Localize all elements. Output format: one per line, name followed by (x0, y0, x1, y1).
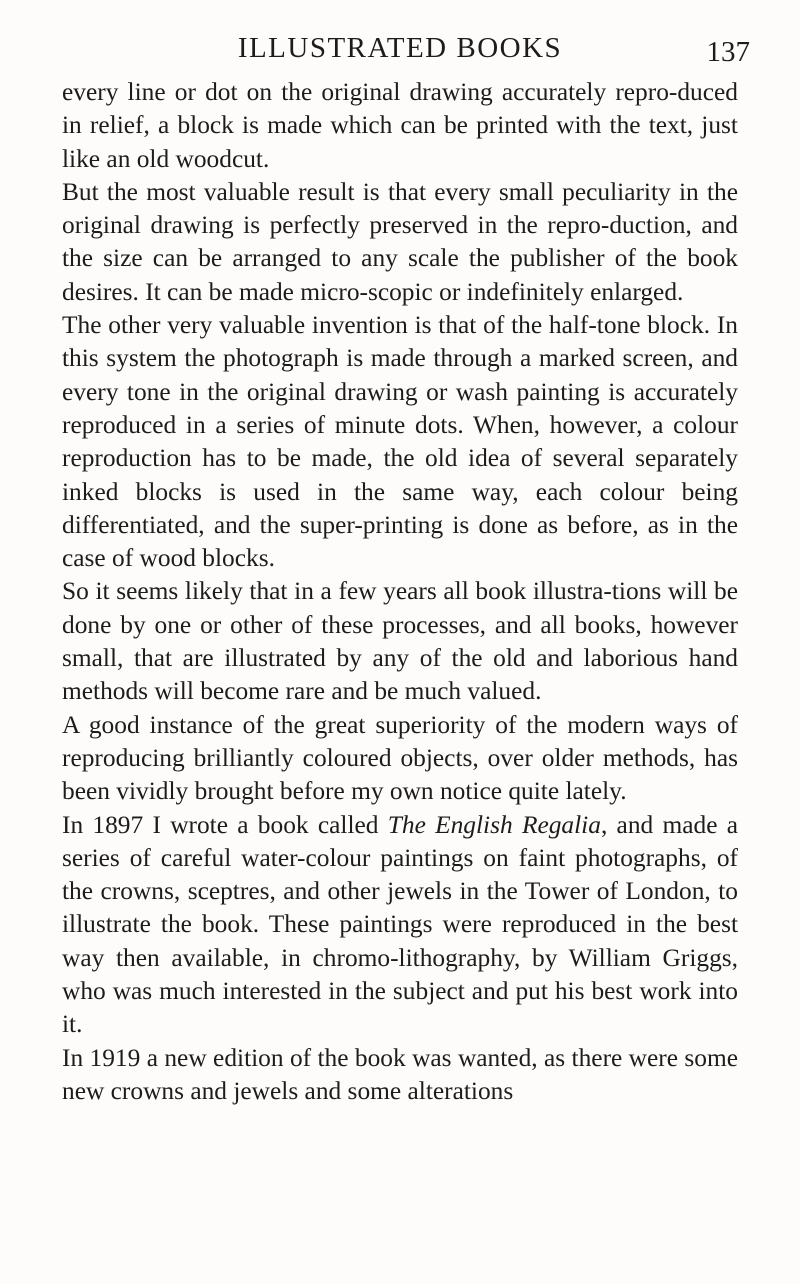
paragraph: The other very valuable invention is that of the half-tone block. In this system the photograph is made through a marked screen, and every tone in the original drawing or wash painting is accurately reproduced in a series of minute dots. When, however, a colour reproduction has to be made, the old idea of several separately inked blocks is used in the same way, each colour being differentiated, and the super-printing is done as before, as in the case of wood blocks. (62, 311, 738, 573)
paragraph-text-before: In 1897 I wrote a book called (62, 810, 388, 839)
paragraph-continuation: every line or dot on the original drawing accurately repro-duced in relief, a block is made which can be printed with the text, just like an old woodcut. (62, 78, 738, 173)
page-header (0, 28, 800, 68)
book-title: The English Regalia (387, 810, 601, 839)
paragraph: In 1919 a new edition of the book was wanted, as there were some new crowns and jewels and some alterations (62, 1043, 738, 1105)
running-title: ILLUSTRATED BOOKS (237, 32, 563, 64)
paragraph-text-after: , and made a series of careful water-colour paintings on faint photographs, of the crowns, sceptres, and other jewels in the Tower of London, to illustrate the book. These paintings were reproduced in the best way then available, in chromo-lithography, by William Griggs, who was much interested in the subject and put his best work into it. (62, 810, 739, 1039)
page-number: 137 (706, 36, 750, 68)
paragraph: But the most valuable result is that every small peculiarity in the original drawing is perfectly preserved in the repro-duction, and the size can be arranged to any scale the publisher of the book desires. It can be made micro-scopic or indefinitely enlarged. (62, 177, 738, 306)
body-text (62, 76, 738, 1108)
paragraph: A good instance of the great superiority of the modern ways of reproducing brilliantly coloured objects, over older methods, has been vividly brought before my own notice quite lately. (62, 710, 738, 806)
paragraph-regalia (62, 809, 738, 1042)
paragraph: So it seems likely that in a few years all book illustra-tions will be done by one or other of these processes, and all books, however small, that are illustrated by any of the old and laborious hand methods will become rare and be much valued. (62, 577, 738, 706)
